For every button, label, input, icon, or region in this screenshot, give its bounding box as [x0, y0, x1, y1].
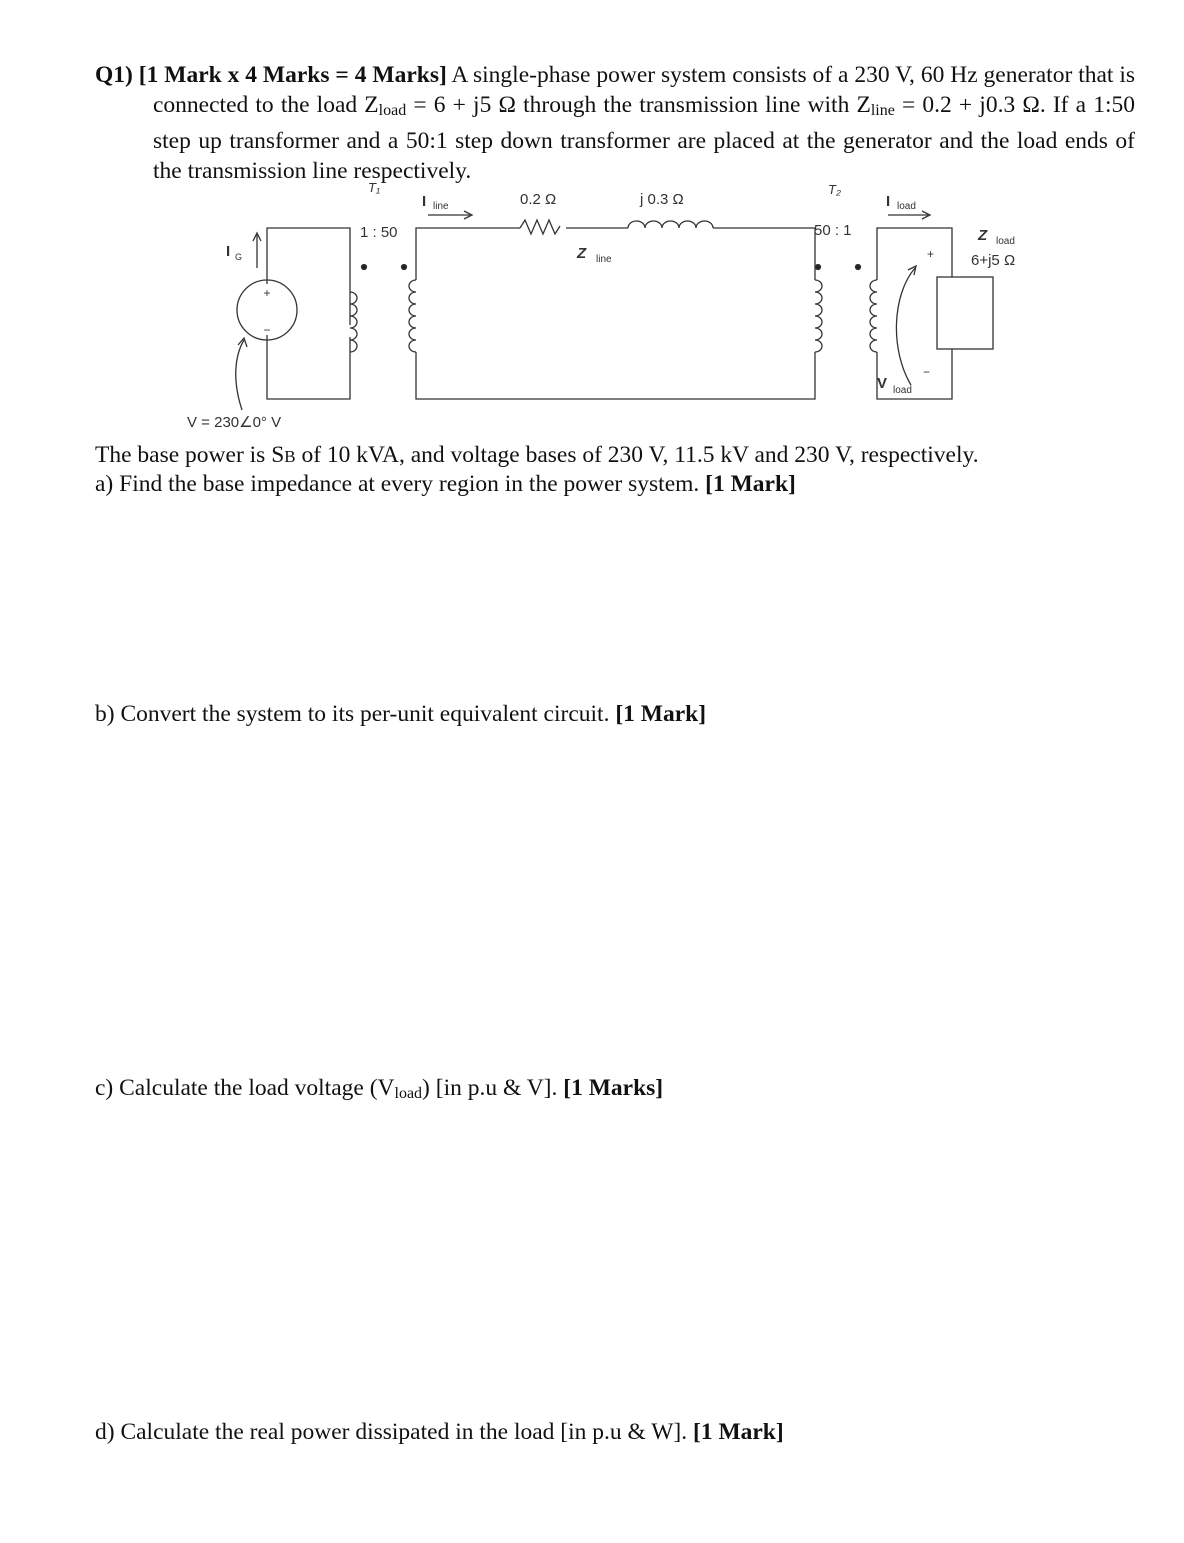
line-wire-top-left [416, 228, 520, 280]
question-marks: [1 Mark x 4 Marks = 4 Marks] [138, 62, 447, 88]
gen-loop-wire [267, 228, 350, 325]
part-c [95, 1073, 1135, 1109]
zline-subscript: line [870, 102, 895, 119]
z-line-subscript: line [596, 254, 612, 265]
ig-subscript: G [235, 252, 243, 262]
question-text-1: A single-phase power system consists of a 230 V, 60 Hz generator that is connected to the load Z [153, 62, 1136, 118]
t1-secondary-coil [409, 280, 416, 352]
base-text-1: The base power is S [95, 442, 285, 468]
gen-plus: + [263, 286, 271, 300]
z-line-label: Z [577, 245, 587, 262]
question-text-3: = 0.2 + j0.3 Ω. If a 1:50 step up transformer and a 50:1 step down transformer are placed at the generator and the load ends of the transmission line respectively. [153, 92, 1135, 184]
t1-label: T₁ [368, 180, 381, 195]
load-minus: − [923, 365, 931, 379]
v-load-subscript: load [893, 385, 912, 396]
part-b [95, 699, 1135, 729]
part-b-marks: [1 Mark] [615, 701, 707, 727]
question-statement [95, 60, 1135, 186]
gen-minus: − [263, 323, 271, 337]
part-d-marks: [1 Mark] [693, 1419, 784, 1445]
part-c-text-2: ) [in p.u & V]. [422, 1075, 564, 1101]
base-values-text [95, 440, 1135, 472]
z-load-value: 6+j5 Ω [971, 252, 1016, 269]
t2-secondary-coil [870, 280, 877, 352]
part-a [95, 469, 1135, 499]
i-load-subscript: load [897, 201, 916, 212]
gen-loop-wire-bottom [267, 335, 350, 399]
x-line-label: j 0.3 Ω [640, 191, 684, 208]
v-load-arrowhead [908, 266, 916, 275]
t2-ratio: 50 : 1 [814, 222, 852, 239]
i-line-label: I [422, 193, 427, 210]
z-load-label: Z [978, 227, 988, 244]
line-inductor [628, 221, 713, 228]
part-c-marks: [1 Marks] [563, 1075, 664, 1101]
z-load-subscript: load [996, 236, 1015, 247]
t2-dot-primary [816, 265, 821, 270]
gen-voltage-arrow [236, 340, 244, 410]
question-number: Q1) [95, 62, 133, 88]
t1-dot-primary [362, 265, 367, 270]
base-subscript: B [284, 447, 296, 466]
line-resistor [520, 220, 560, 234]
base-text-2: of 10 kVA, and voltage bases of 230 V, 11.5 kV and 230 V, respectively. [295, 442, 979, 468]
i-line-subscript: line [433, 201, 449, 212]
circuit-diagram [180, 180, 1040, 440]
line-wire-bottom [416, 352, 815, 399]
t1-ratio: 1 : 50 [360, 224, 398, 241]
t2-label: T₂ [828, 182, 841, 197]
part-a-marks: [1 Mark] [705, 471, 796, 497]
t2-dot-secondary [856, 265, 861, 270]
i-load-label: I [886, 193, 891, 210]
v-load-label: V [877, 375, 888, 392]
question-text-2: = 6 + j5 Ω through the transmission line with Z [406, 92, 871, 118]
part-d [95, 1417, 1135, 1447]
t1-dot-secondary [402, 265, 407, 270]
part-d-text: d) Calculate the real power dissipated in the load [in p.u & W]. [95, 1419, 693, 1445]
v-load-arrow [896, 268, 915, 385]
source-voltage-label: V = 230∠0° V [187, 414, 282, 431]
part-c-subscript: load [394, 1085, 423, 1102]
t1-primary-coil [350, 292, 357, 352]
line-wire-top-right [713, 228, 815, 280]
part-c-text-1: c) Calculate the load voltage (V [95, 1075, 395, 1101]
load-plus: + [927, 247, 935, 261]
ig-label: I [226, 243, 231, 260]
load-impedance-box [937, 277, 993, 349]
r-line-label: 0.2 Ω [520, 191, 557, 208]
part-b-text: b) Convert the system to its per-unit equivalent circuit. [95, 701, 616, 727]
part-a-text: a) Find the base impedance at every region in the power system. [95, 471, 706, 497]
t2-primary-coil [815, 280, 822, 352]
zload-subscript: load [378, 102, 407, 119]
